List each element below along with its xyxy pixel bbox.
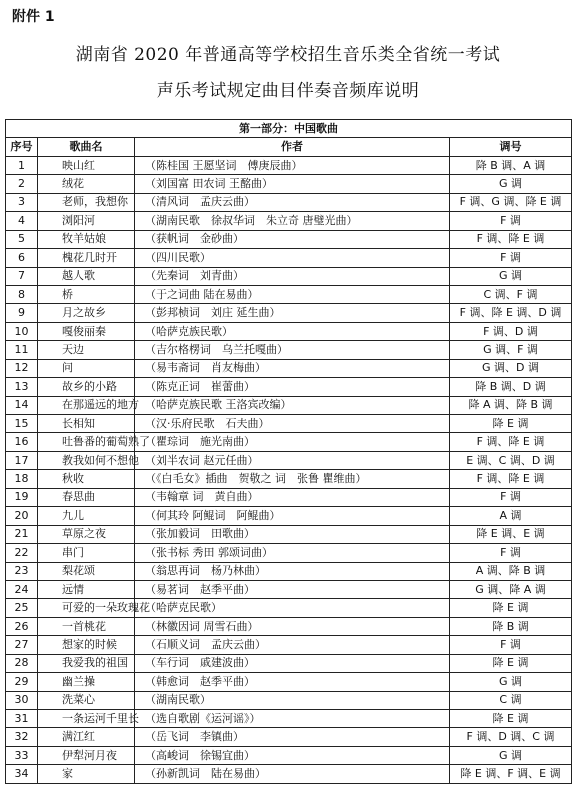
song-key: F 调、降 E 调 (450, 230, 572, 248)
song-author: （陈桂国 王愿坚词 傅庚辰曲） (135, 156, 450, 174)
attachment-label: 附件 1 (12, 9, 55, 25)
song-author: （孙新凯词 陆在易曲） (135, 765, 450, 783)
song-author: （林徽因词 周雪石曲） (135, 617, 450, 635)
song-author: （瞿琮词 施光南曲） (135, 433, 450, 451)
song-key: G 调、F 调 (450, 341, 572, 359)
row-number: 1 (6, 156, 38, 174)
song-author: （刘国富 田农词 王酩曲） (135, 175, 450, 193)
song-author: （石顺义词 孟庆云曲） (135, 636, 450, 654)
song-author: （车行词 戚建波曲） (135, 654, 450, 672)
song-name: 秋收 (38, 470, 135, 488)
song-name: 可爱的一朵玫瑰花 (38, 599, 135, 617)
row-number: 23 (6, 562, 38, 580)
header-key: 调号 (450, 138, 572, 156)
song-author: （哈萨克族民歌 王洛宾改编） (135, 396, 450, 414)
table-row (6, 599, 572, 617)
song-author: （湖南民歌） (135, 691, 450, 709)
table-row (6, 267, 572, 285)
row-number: 26 (6, 617, 38, 635)
row-number: 30 (6, 691, 38, 709)
table-row (6, 470, 572, 488)
song-key: F 调 (450, 544, 572, 562)
row-number: 7 (6, 267, 38, 285)
song-name: 教我如何不想他 (38, 451, 135, 469)
song-author: （易茗词 赵季平曲） (135, 580, 450, 598)
song-key: 降 E 调 (450, 654, 572, 672)
song-name: 嘎俊丽秦 (38, 322, 135, 340)
row-number: 25 (6, 599, 38, 617)
song-author: （先秦词 刘青曲） (135, 267, 450, 285)
song-key: A 调、降 B 调 (450, 562, 572, 580)
song-key: F 调 (450, 249, 572, 267)
song-name: 洗菜心 (38, 691, 135, 709)
table-row (6, 728, 572, 746)
song-name: 一条运河千里长 (38, 710, 135, 728)
song-name: 春思曲 (38, 488, 135, 506)
row-number: 5 (6, 230, 38, 248)
table-row (6, 230, 572, 248)
song-author: （张书标 秀田 郭颂词曲） (135, 544, 450, 562)
table-row (6, 710, 572, 728)
table-row (6, 396, 572, 414)
section-row (6, 120, 572, 138)
table-row (6, 765, 572, 783)
table-row (6, 507, 572, 525)
row-number: 15 (6, 415, 38, 433)
table-row (6, 415, 572, 433)
song-author: （吉尔格楞词 乌兰托嘎曲） (135, 341, 450, 359)
song-author: （何其玲 阿鲲词 阿鲲曲） (135, 507, 450, 525)
table-row (6, 193, 572, 211)
row-number: 29 (6, 673, 38, 691)
song-key: F 调、降 E 调、D 调 (450, 304, 572, 322)
song-author: （张加毅词 田歌曲） (135, 525, 450, 543)
header-no: 序号 (6, 138, 38, 156)
song-name: 一首桃花 (38, 617, 135, 635)
song-name: 吐鲁番的葡萄熟了 (38, 433, 135, 451)
song-name: 在那遥远的地方 (38, 396, 135, 414)
song-key: 降 E 调、F 调、E 调 (450, 765, 572, 783)
song-key: F 调、G 调、降 E 调 (450, 193, 572, 211)
song-name: 浏阳河 (38, 212, 135, 230)
table-row (6, 341, 572, 359)
table-row (6, 636, 572, 654)
song-author: （于之词曲 陆在易曲） (135, 285, 450, 303)
song-key: F 调、降 E 调 (450, 433, 572, 451)
section-title: 第一部分：中国歌曲 (6, 120, 572, 138)
row-number: 22 (6, 544, 38, 562)
song-name: 老师，我想你 (38, 193, 135, 211)
header-song: 歌曲名 (38, 138, 135, 156)
song-author: （四川民歌） (135, 249, 450, 267)
song-key: 降 E 调 (450, 710, 572, 728)
song-author: （彭邦桢词 刘庄 延生曲） (135, 304, 450, 322)
row-number: 8 (6, 285, 38, 303)
row-number: 24 (6, 580, 38, 598)
table-row (6, 580, 572, 598)
song-name: 远情 (38, 580, 135, 598)
song-author: （汉·乐府民歌 石夫曲） (135, 415, 450, 433)
song-key: 降 B 调、D 调 (450, 378, 572, 396)
song-key: C 调 (450, 691, 572, 709)
song-key: 降 B 调 (450, 617, 572, 635)
row-number: 27 (6, 636, 38, 654)
table-row (6, 746, 572, 764)
song-name: 满江红 (38, 728, 135, 746)
song-table (5, 119, 572, 784)
table-row (6, 304, 572, 322)
row-number: 13 (6, 378, 38, 396)
song-key: 降 E 调 (450, 599, 572, 617)
table-row (6, 654, 572, 672)
song-name: 故乡的小路 (38, 378, 135, 396)
song-key: A 调 (450, 507, 572, 525)
song-name: 伊犁河月夜 (38, 746, 135, 764)
table-row (6, 488, 572, 506)
song-author: （易韦斋词 肖友梅曲） (135, 359, 450, 377)
song-name: 我爱我的祖国 (38, 654, 135, 672)
song-key: G 调 (450, 746, 572, 764)
song-name: 幽兰操 (38, 673, 135, 691)
song-author: （哈萨克民歌） (135, 599, 450, 617)
song-author: （清风词 孟庆云曲） (135, 193, 450, 211)
song-key: G 调 (450, 673, 572, 691)
song-key: C 调、F 调 (450, 285, 572, 303)
document-subtitle: 声乐考试规定曲目伴奏音频库说明 (156, 81, 420, 101)
song-author: （韦翰章 词 黄自曲） (135, 488, 450, 506)
row-number: 21 (6, 525, 38, 543)
song-name: 映山红 (38, 156, 135, 174)
song-author: （获帆词 金砂曲） (135, 230, 450, 248)
row-number: 10 (6, 322, 38, 340)
song-name: 长相知 (38, 415, 135, 433)
table-row (6, 175, 572, 193)
song-key: G 调、D 调 (450, 359, 572, 377)
row-number: 19 (6, 488, 38, 506)
song-author: （翁思再词 杨乃林曲） (135, 562, 450, 580)
table-row (6, 249, 572, 267)
song-name: 绒花 (38, 175, 135, 193)
song-author: （韩愈词 赵季平曲） (135, 673, 450, 691)
song-key: E 调、C 调、D 调 (450, 451, 572, 469)
row-number: 6 (6, 249, 38, 267)
table-row (6, 285, 572, 303)
table-row (6, 212, 572, 230)
song-name: 家 (38, 765, 135, 783)
row-number: 3 (6, 193, 38, 211)
song-key: F 调 (450, 488, 572, 506)
row-number: 16 (6, 433, 38, 451)
table-row (6, 691, 572, 709)
table-row (6, 359, 572, 377)
song-key: G 调、降 A 调 (450, 580, 572, 598)
song-key: F 调 (450, 636, 572, 654)
song-name: 越人歌 (38, 267, 135, 285)
table-row (6, 322, 572, 340)
song-author: （刘半农词 赵元任曲） (135, 451, 450, 469)
table-row (6, 156, 572, 174)
row-number: 17 (6, 451, 38, 469)
song-key: G 调 (450, 175, 572, 193)
song-name: 月之故乡 (38, 304, 135, 322)
table-body (6, 156, 572, 783)
song-key: G 调 (450, 267, 572, 285)
row-number: 14 (6, 396, 38, 414)
table-row (6, 673, 572, 691)
song-author: （岳飞词 李镇曲） (135, 728, 450, 746)
song-key: 降 E 调、E 调 (450, 525, 572, 543)
song-key: F 调、降 E 调 (450, 470, 572, 488)
song-author: （《白毛女》插曲 贺敬之 词 张鲁 瞿维曲） (135, 470, 450, 488)
row-number: 12 (6, 359, 38, 377)
header-author: 作者 (135, 138, 450, 156)
song-name: 问 (38, 359, 135, 377)
header-row (6, 138, 572, 156)
song-key: F 调、D 调 (450, 322, 572, 340)
song-name: 草原之夜 (38, 525, 135, 543)
song-key: 降 A 调、降 B 调 (450, 396, 572, 414)
row-number: 11 (6, 341, 38, 359)
table-row (6, 544, 572, 562)
song-name: 槐花几时开 (38, 249, 135, 267)
song-name: 牧羊姑娘 (38, 230, 135, 248)
row-number: 18 (6, 470, 38, 488)
table-row (6, 378, 572, 396)
row-number: 4 (6, 212, 38, 230)
row-number: 2 (6, 175, 38, 193)
song-name: 串门 (38, 544, 135, 562)
song-name: 九儿 (38, 507, 135, 525)
song-key: 降 B 调、A 调 (450, 156, 572, 174)
song-name: 梨花颂 (38, 562, 135, 580)
table-row (6, 617, 572, 635)
row-number: 20 (6, 507, 38, 525)
song-author: （陈克正词 崔蕾曲） (135, 378, 450, 396)
song-author: （湖南民歌 徐叔华词 朱立奇 唐璧光曲） (135, 212, 450, 230)
song-name: 想家的时候 (38, 636, 135, 654)
table-row (6, 562, 572, 580)
song-key: 降 E 调 (450, 415, 572, 433)
row-number: 32 (6, 728, 38, 746)
row-number: 34 (6, 765, 38, 783)
song-author: （哈萨克族民歌） (135, 322, 450, 340)
document-title: 湖南省 2020 年普通高等学校招生音乐类全省统一考试 (75, 45, 501, 65)
song-name: 桥 (38, 285, 135, 303)
row-number: 33 (6, 746, 38, 764)
row-number: 28 (6, 654, 38, 672)
table-row (6, 433, 572, 451)
table-row (6, 451, 572, 469)
song-name: 天边 (38, 341, 135, 359)
song-key: F 调、D 调、C 调 (450, 728, 572, 746)
song-author: （选自歌剧《运河谣》） (135, 710, 450, 728)
table-row (6, 525, 572, 543)
song-author: （高峻词 徐锡宜曲） (135, 746, 450, 764)
song-key: F 调 (450, 212, 572, 230)
row-number: 31 (6, 710, 38, 728)
row-number: 9 (6, 304, 38, 322)
